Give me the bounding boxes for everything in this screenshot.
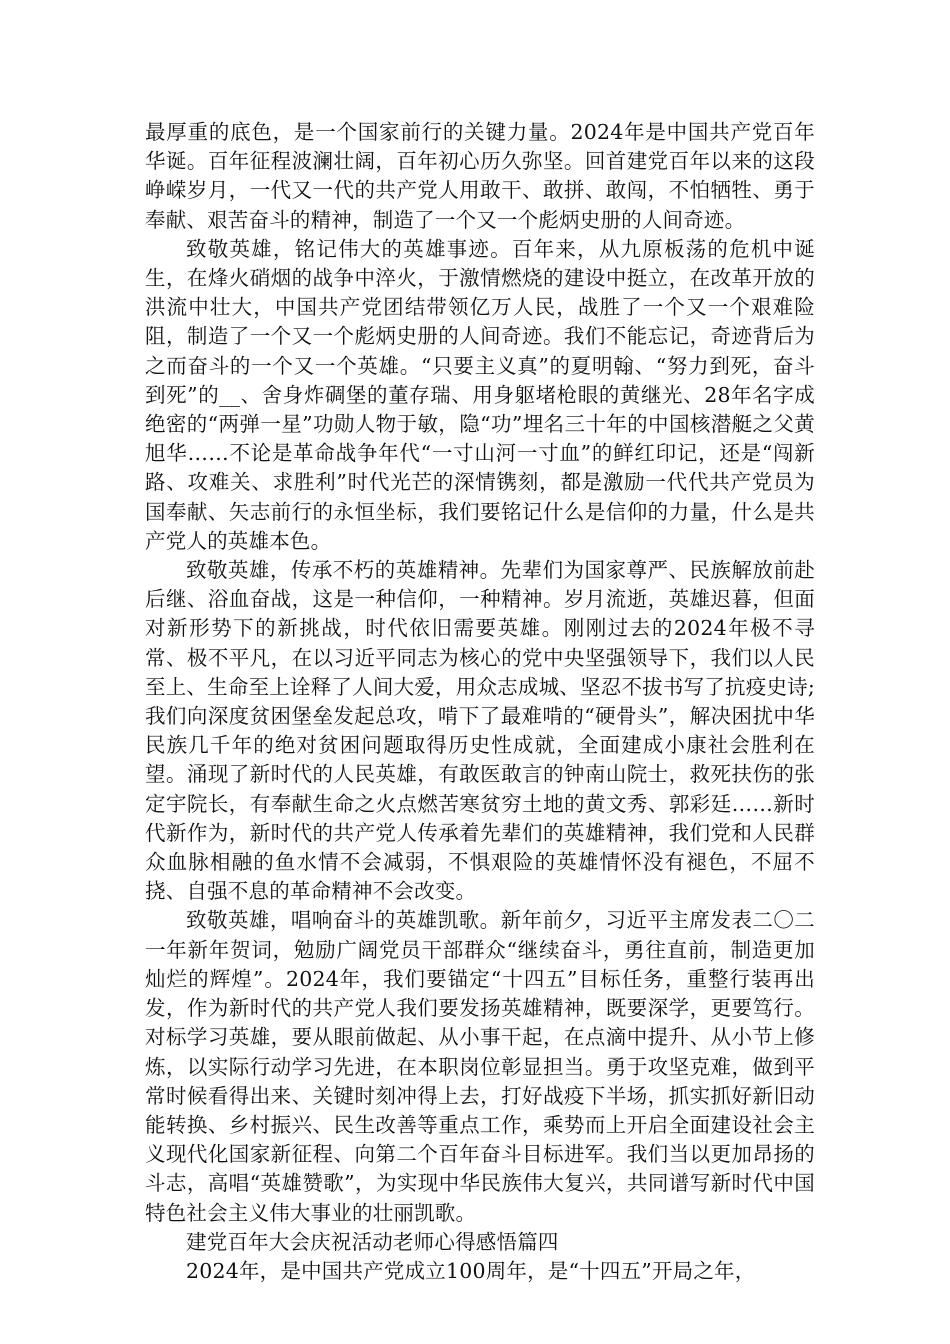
paragraph-4: 致敬英雄，唱响奋斗的英雄凯歌。新年前夕，习近平主席发表二〇二一年新年贺词，勉励广阔党员干部群众“继续奋斗，勇往直前，制造更加灿烂的辉煌”。2024年，我们要锚定“十四五”目标任务，重整行装再出发，作为新时代的共产党人我们要发扬英雄精神，既要深学，更要笃行。对标学习英雄，要从眼前做起、从小事干起，在点滴中提升、从小节上修炼，以实际行动学习先进，在本职岗位彰显担当。勇于攻坚克难，做到平常时候看得出来、关键时刻冲得上去，打好战疫下半场，抓实抓好新旧动能转换、乡村振兴、民生改善等重点工作，乘势而上开启全面建设社会主义现代化国家新征程、向第二个百年奋斗目标进军。我们当以更加昂扬的斗志，高唱“英雄赞歌”，为实现中华民族伟大复兴，共同谱写新时代中国特色社会主义伟大事业的壮丽凯歌。 [145, 908, 815, 1225]
paragraph-3: 致敬英雄，传承不朽的英雄精神。先辈们为国家尊严、民族解放前赴后继、浴血奋战，这是一种信仰，一种精神。岁月流逝，英雄迟暮，但面对新形势下的新挑战，时代依旧需要英雄。刚刚过去的2024年极不寻常、极不平凡，在以习近平同志为核心的党中央坚强领导下，我们以人民至上、生命至上诠释了人间大爱，用众志成城、坚忍不拔书写了抗疫史诗;我们向深度贫困堡垒发起总攻，啃下了最难啃的“硬骨头”，解决困扰中华民族几千年的绝对贫困问题取得历史性成就，全面建成小康社会胜利在望。涌现了新时代的人民英雄，有敢医敢言的钟南山院士，救死扶伤的张定宇院长，有奉献生命之火点燃苦寒贫穷土地的黄文秀、郭彩廷……新时代新作为，新时代的共产党人传承着先辈们的英雄精神，我们党和人民群众血脉相融的鱼水情不会减弱，不惧艰险的英雄情怀没有褪色，不屈不挠、自强不息的革命精神不会改变。 [145, 558, 815, 904]
section-heading: 建党百年大会庆祝活动老师心得感悟篇四 [186, 1229, 559, 1254]
paragraph-5: 2024年，是中国共产党成立100周年，是“十四五”开局之年， [186, 1258, 756, 1283]
paragraph-1: 最厚重的底色，是一个国家前行的关键力量。2024年是中国共产党百年华诞。百年征程波澜壮阔，百年初心历久弥坚。回首建党百年以来的这段峥嵘岁月，一代又一代的共产党人用敢干、敢拼、敢闯，不怕牺牲、勇于奉献、艰苦奋斗的精神，制造了一个又一个彪炳史册的人间奇迹。 [145, 120, 815, 232]
document-page [145, 118, 815, 1286]
paragraph-2: 致敬英雄，铭记伟大的英雄事迹。百年来，从九原板荡的危机中诞生，在烽火硝烟的战争中淬火，于激情燃烧的建设中挺立，在改革开放的洪流中壮大，中国共产党团结带领亿万人民，战胜了一个又一个艰难险阻，制造了一个又一个彪炳史册的人间奇迹。我们不能忘记，奇迹背后为之而奋斗的一个又一个英雄。“只要主义真”的夏明翰、“努力到死，奋斗到死”的__、舍身炸碉堡的董存瑞、用身躯堵枪眼的黄继光、28年名字成绝密的“两弹一星”功勋人物于敏，隐“功”埋名三十年的中国核潜艇之父黄旭华……不论是革命战争年代“一寸山河一寸血”的鲜红印记，还是“闯新路、攻难关、求胜利”时代光芒的深情镌刻，都是激励一代代共产党员为国奉献、矢志前行的永恒坐标，我们要铭记什么是信仰的力量，什么是共产党人的英雄本色。 [145, 236, 815, 553]
